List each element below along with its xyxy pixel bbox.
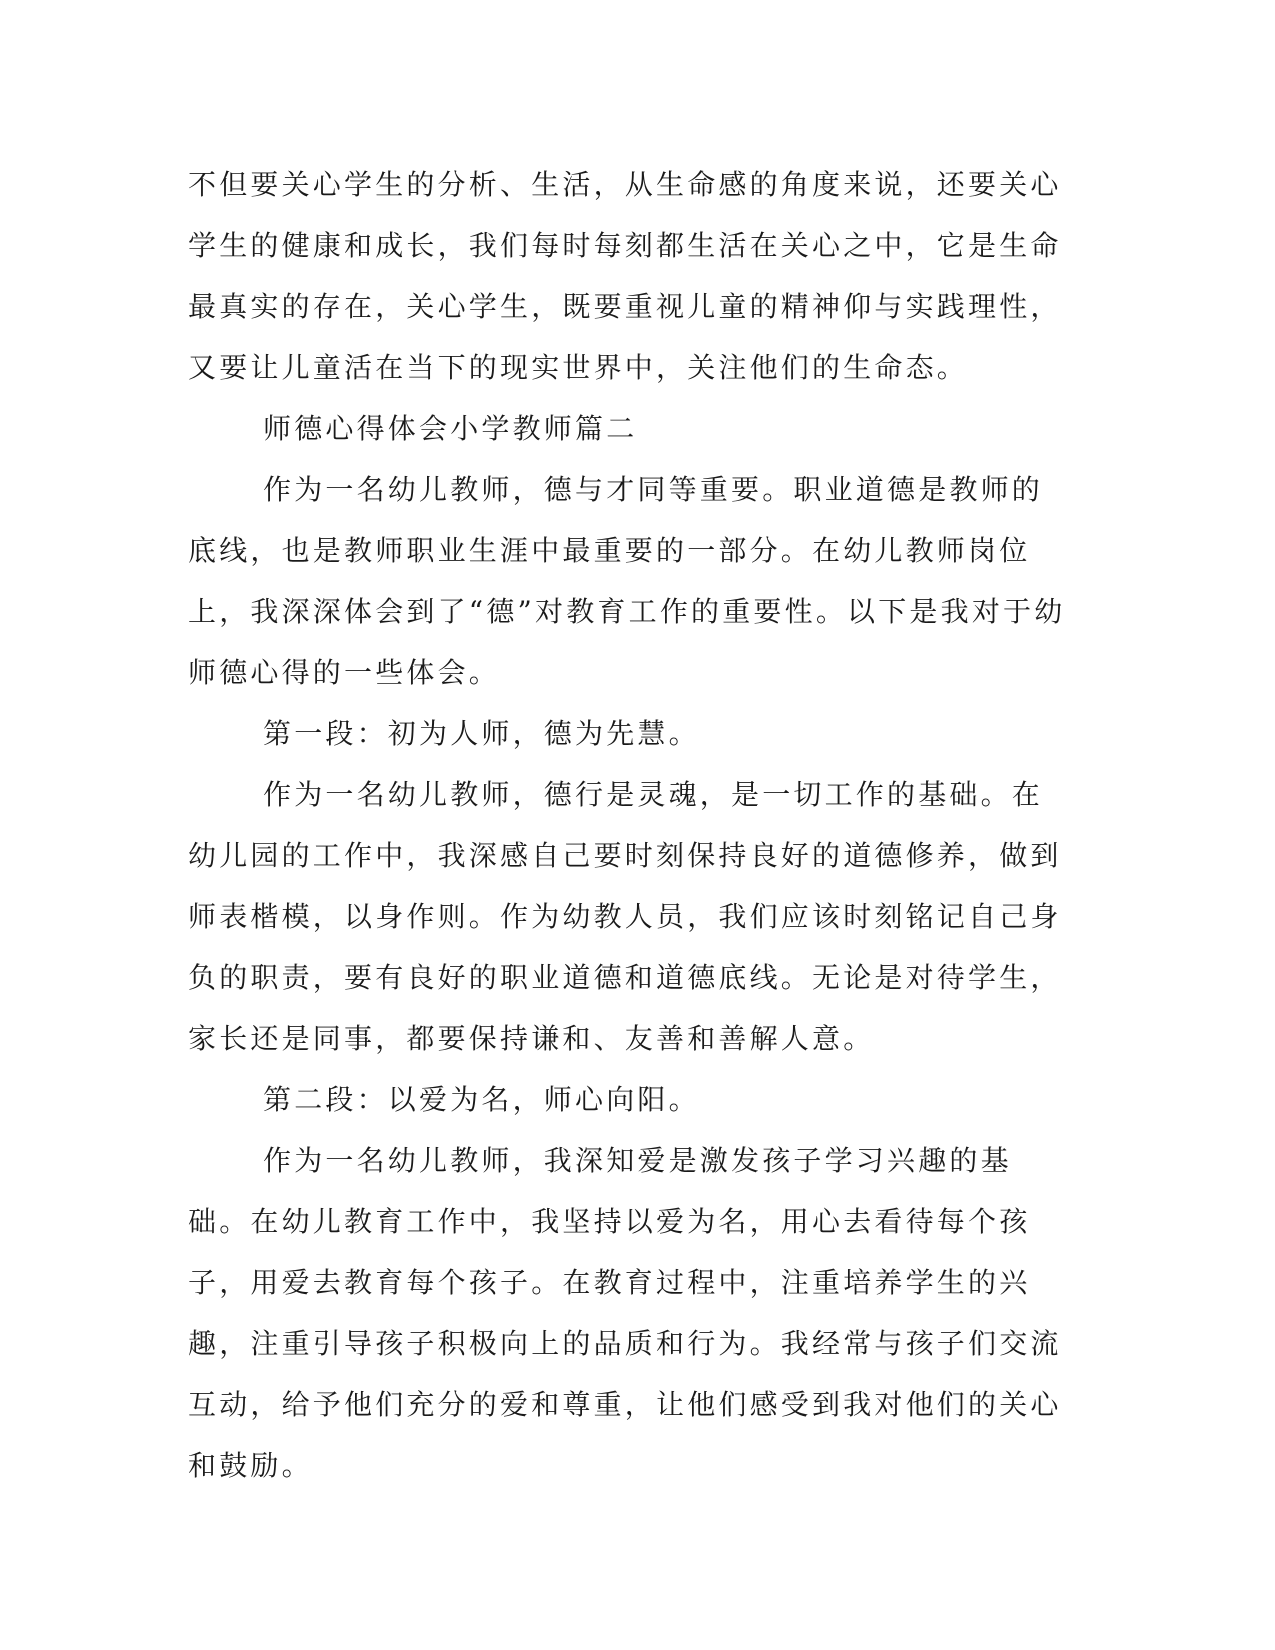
document-body — [188, 154, 1068, 1496]
paragraph-intro: 作为一名幼儿教师，德与才同等重要。职业道德是教师的底线，也是教师职业生涯中最重要的一部分。在幼儿教师岗位上，我深深体会到了“德”对教育工作的重要性。以下是我对于幼师德心得的一些体会。 — [188, 473, 1066, 689]
paragraph-heading-one: 第一段：初为人师，德为先慧。 — [263, 717, 700, 750]
paragraph-body-one: 作为一名幼儿教师，德行是灵魂，是一切工作的基础。在幼儿园的工作中，我深感自己要时刻保持良好的道德修养，做到师表楷模，以身作则。作为幼教人员，我们应该时刻铭记自己身负的职责，要有良好的职业道德和道德底线。无论是对待学生，家长还是同事，都要保持谦和、友善和善解人意。 — [188, 778, 1062, 1055]
paragraph-care-for-students: 不但要关心学生的分析、生活，从生命感的角度来说，还要关心学生的健康和成长，我们每时每刻都生活在关心之中，它是生命最真实的存在，关心学生，既要重视儿童的精神仰与实践理性，又要让儿童活在当下的现实世界中，关注他们的生命态。 — [188, 168, 1062, 384]
paragraph-heading-two: 第二段：以爱为名，师心向阳。 — [263, 1083, 700, 1116]
section-heading-part-two: 师德心得体会小学教师篇二 — [263, 412, 638, 445]
paragraph-body-two: 作为一名幼儿教师，我深知爱是激发孩子学习兴趣的基础。在幼儿教育工作中，我坚持以爱为名，用心去看待每个孩子，用爱去教育每个孩子。在教育过程中，注重培养学生的兴趣，注重引导孩子积极向上的品质和行为。我经常与孩子们交流互动，给予他们充分的爱和尊重，让他们感受到我对他们的关心和鼓励。 — [188, 1144, 1062, 1482]
